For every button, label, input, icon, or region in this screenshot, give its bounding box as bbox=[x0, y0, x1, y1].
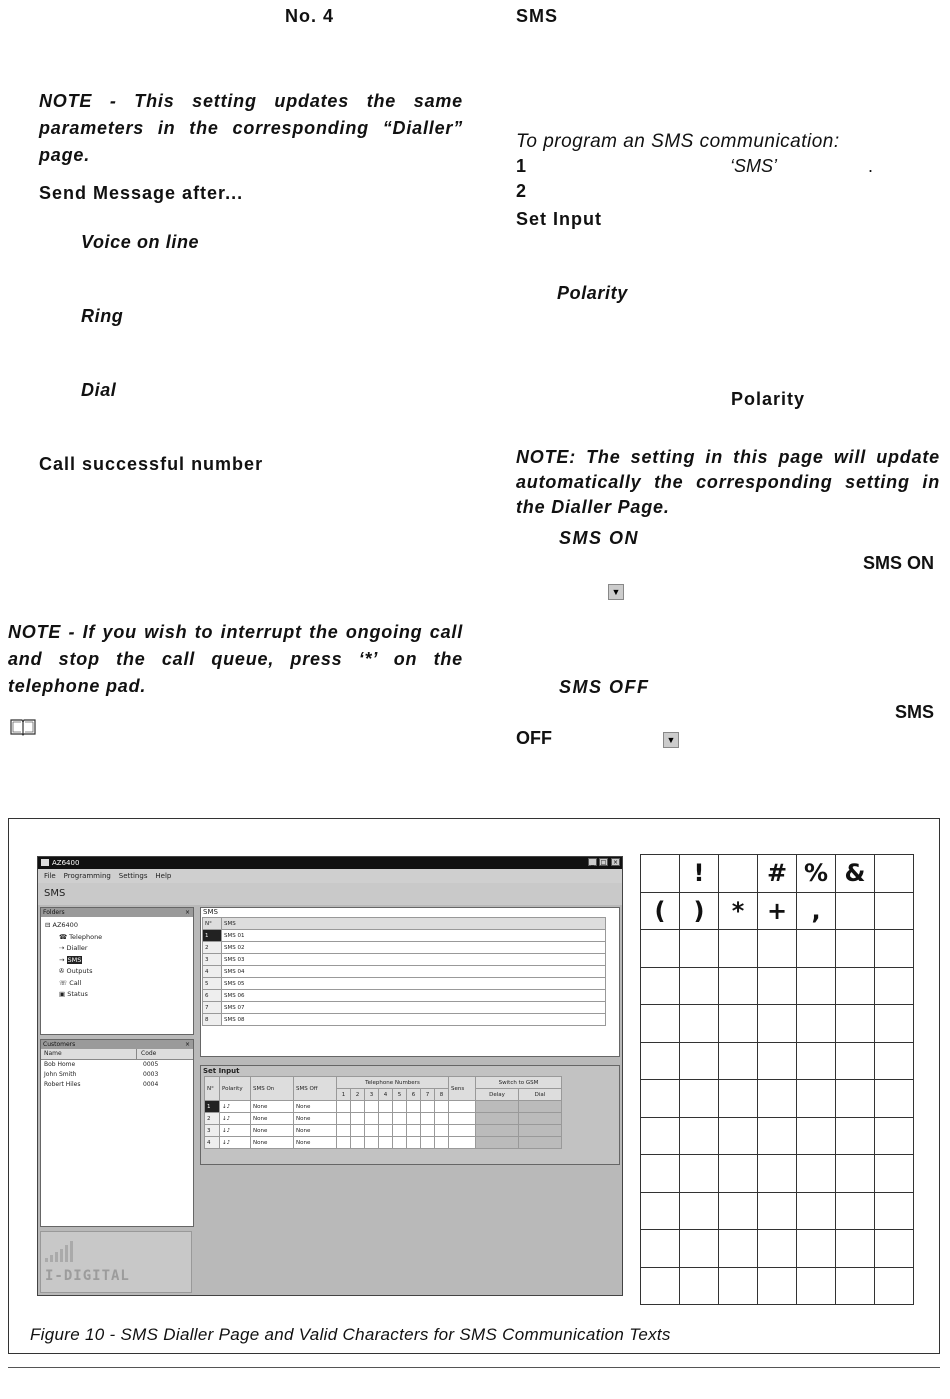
menu-programming[interactable]: Programming bbox=[63, 872, 111, 880]
char-cell bbox=[875, 1155, 914, 1193]
ring-label: Ring bbox=[81, 306, 124, 326]
customer-name: John Smith bbox=[44, 1071, 77, 1078]
char-cell bbox=[719, 1042, 758, 1080]
set-input-header bbox=[205, 1077, 562, 1089]
intro-text: To program an SMS communication: bbox=[516, 131, 840, 152]
sens-cell[interactable] bbox=[449, 1137, 476, 1149]
char-cell bbox=[719, 1192, 758, 1230]
col-name[interactable]: Name bbox=[41, 1049, 137, 1059]
folders-pane bbox=[40, 907, 194, 1035]
char-cell bbox=[680, 1230, 719, 1268]
sms-row-number: 7 bbox=[203, 1002, 222, 1014]
char-cell bbox=[797, 967, 836, 1005]
sms-row-number: 2 bbox=[203, 942, 222, 954]
tree-item-dialler[interactable]: ⇢ Dialler bbox=[59, 944, 88, 952]
menu-settings[interactable]: Settings bbox=[118, 872, 148, 880]
sens-header[interactable]: Sens bbox=[449, 1077, 476, 1101]
char-row bbox=[641, 1117, 914, 1155]
char-cell bbox=[875, 855, 914, 893]
sms-pane bbox=[200, 907, 620, 1057]
dropdown-arrow-icon: ▼ bbox=[663, 732, 679, 748]
tree-item-outputs[interactable]: ✇ Outputs bbox=[59, 967, 93, 975]
dial-label: Dial bbox=[81, 380, 117, 400]
brand-panel bbox=[40, 1231, 192, 1293]
sms-row-label: SMS 01 bbox=[222, 930, 606, 942]
tree-item-call[interactable]: ☏ Call bbox=[59, 978, 82, 987]
module-title: SMS bbox=[44, 888, 66, 899]
sms-row[interactable] bbox=[203, 930, 606, 942]
input-col-header[interactable]: Polarity bbox=[220, 1077, 251, 1101]
char-cell bbox=[680, 1117, 719, 1155]
sms-row-label: SMS 06 bbox=[222, 990, 606, 1002]
char-cell bbox=[758, 1042, 797, 1080]
sms-on-cell[interactable]: None bbox=[251, 1101, 294, 1113]
tel-number-check[interactable] bbox=[435, 1125, 449, 1137]
char-cell bbox=[758, 1155, 797, 1193]
char-cell bbox=[875, 1080, 914, 1118]
tel-number-check[interactable] bbox=[379, 1113, 393, 1125]
menu-help[interactable]: Help bbox=[155, 872, 172, 880]
sms-off-ref-b: OFF bbox=[516, 728, 552, 748]
note-dialler-page: NOTE: The setting in this page will update automatically the corresponding setting in the Dialler Page. bbox=[516, 447, 940, 517]
gsm-dial-cell[interactable] bbox=[519, 1125, 562, 1137]
sms-row-number: 6 bbox=[203, 990, 222, 1002]
note-dialler-update: NOTE - This setting updates the same parameters in the corresponding “Dialler” page. bbox=[39, 91, 463, 165]
sms-pane-title: SMS bbox=[203, 908, 218, 916]
tel-number-check[interactable] bbox=[365, 1101, 379, 1113]
bottom-rule bbox=[8, 1367, 940, 1368]
sms-off-cell[interactable]: None bbox=[294, 1125, 337, 1137]
tel-number-check[interactable] bbox=[421, 1137, 435, 1149]
char-cell: , bbox=[797, 892, 836, 930]
char-cell bbox=[680, 1005, 719, 1043]
char-cell bbox=[641, 1042, 680, 1080]
polarity-ref: Polarity bbox=[731, 389, 806, 409]
char-cell: # bbox=[758, 855, 797, 893]
voice-on-line-label: Voice on line bbox=[81, 232, 200, 252]
char-cell bbox=[680, 967, 719, 1005]
sms-row[interactable] bbox=[203, 1002, 606, 1014]
polarity-label: Polarity bbox=[557, 283, 628, 303]
char-cell bbox=[797, 1155, 836, 1193]
char-cell bbox=[641, 1080, 680, 1118]
char-cell bbox=[641, 930, 680, 968]
char-cell bbox=[836, 1117, 875, 1155]
input-col-header[interactable]: N° bbox=[205, 1077, 220, 1101]
customer-name: Bob Home bbox=[44, 1061, 76, 1068]
input-row-number: 1 bbox=[205, 1101, 220, 1113]
set-input-table bbox=[204, 1076, 562, 1149]
sms-off-label: SMS OFF bbox=[559, 677, 650, 697]
input-row[interactable] bbox=[205, 1113, 562, 1125]
char-cell bbox=[797, 1042, 836, 1080]
sens-cell[interactable] bbox=[449, 1125, 476, 1137]
char-cell bbox=[797, 1117, 836, 1155]
input-col-header[interactable]: SMS On bbox=[251, 1077, 294, 1101]
char-row bbox=[641, 1230, 914, 1268]
tel-number-check[interactable] bbox=[407, 1113, 421, 1125]
input-row[interactable] bbox=[205, 1125, 562, 1137]
char-cell bbox=[641, 1117, 680, 1155]
sms-row-number: 8 bbox=[203, 1014, 222, 1026]
col-number[interactable]: N° bbox=[203, 918, 222, 930]
page-header-right: SMS bbox=[516, 6, 559, 26]
tel-number-check[interactable] bbox=[379, 1101, 393, 1113]
char-cell bbox=[758, 1117, 797, 1155]
char-cell: * bbox=[719, 892, 758, 930]
figure-caption: Figure 10 - SMS Dialler Page and Valid Characters for SMS Communication Texts bbox=[30, 1325, 671, 1344]
tel-number-check[interactable] bbox=[337, 1125, 351, 1137]
char-cell bbox=[641, 855, 680, 893]
sms-row-label: SMS 08 bbox=[222, 1014, 606, 1026]
tel-number-check[interactable] bbox=[435, 1137, 449, 1149]
tel-number-col[interactable]: 8 bbox=[435, 1089, 449, 1101]
char-cell bbox=[836, 1192, 875, 1230]
char-row bbox=[641, 967, 914, 1005]
sms-row[interactable] bbox=[203, 966, 606, 978]
tree-item-sms[interactable]: → SMS bbox=[59, 955, 82, 964]
tree-item-status[interactable]: ▣ Status bbox=[59, 990, 88, 998]
customer-list bbox=[41, 1060, 193, 1090]
tel-number-check[interactable] bbox=[365, 1113, 379, 1125]
tel-number-check[interactable] bbox=[379, 1125, 393, 1137]
char-cell bbox=[641, 1155, 680, 1193]
customer-row[interactable] bbox=[41, 1070, 193, 1080]
gsm-delay-cell[interactable] bbox=[476, 1137, 519, 1149]
char-cell bbox=[797, 1267, 836, 1305]
dropdown-arrow-icon: ▼ bbox=[608, 584, 624, 600]
tree-item-telephone[interactable]: ☎ Telephone bbox=[59, 932, 103, 941]
char-row bbox=[641, 1267, 914, 1305]
char-row bbox=[641, 1080, 914, 1118]
char-cell bbox=[836, 1042, 875, 1080]
sms-row[interactable] bbox=[203, 978, 606, 990]
char-cell bbox=[797, 1192, 836, 1230]
char-row bbox=[641, 1042, 914, 1080]
step-1-period: . bbox=[868, 156, 874, 176]
customer-code: 0005 bbox=[143, 1061, 159, 1068]
tel-number-check[interactable] bbox=[435, 1101, 449, 1113]
char-cell: + bbox=[758, 892, 797, 930]
tel-number-check[interactable] bbox=[393, 1137, 407, 1149]
char-cell bbox=[875, 1005, 914, 1043]
char-cell bbox=[836, 967, 875, 1005]
customers-column-header bbox=[41, 1049, 193, 1060]
gsm-dial-cell[interactable] bbox=[519, 1113, 562, 1125]
minimize-button[interactable]: _ bbox=[588, 858, 597, 866]
char-cell bbox=[719, 1117, 758, 1155]
sms-row-label: SMS 02 bbox=[222, 942, 606, 954]
char-row bbox=[641, 1005, 914, 1043]
char-cell bbox=[758, 967, 797, 1005]
step-2-number: 2 bbox=[516, 181, 527, 201]
tel-number-col[interactable]: 4 bbox=[379, 1089, 393, 1101]
customer-code: 0004 bbox=[143, 1081, 159, 1088]
sms-on-cell[interactable]: None bbox=[251, 1137, 294, 1149]
sms-off-cell[interactable]: None bbox=[294, 1101, 337, 1113]
sms-on-ref: SMS ON bbox=[863, 553, 935, 573]
char-cell bbox=[836, 1005, 875, 1043]
char-cell bbox=[758, 930, 797, 968]
tree-root[interactable]: ⊟ AZ6400 bbox=[45, 921, 78, 929]
send-message-after-label: Send Message after... bbox=[39, 183, 244, 203]
input-row[interactable] bbox=[205, 1101, 562, 1113]
customers-title: Customers bbox=[43, 1041, 76, 1048]
sms-row-label: SMS 05 bbox=[222, 978, 606, 990]
char-row bbox=[641, 855, 914, 893]
folders-title: Folders bbox=[43, 909, 65, 916]
close-icon[interactable]: × bbox=[184, 1041, 190, 1048]
input-row-number: 4 bbox=[205, 1137, 220, 1149]
char-cell bbox=[719, 1005, 758, 1043]
sms-off-cell[interactable]: None bbox=[294, 1113, 337, 1125]
tel-number-check[interactable] bbox=[379, 1137, 393, 1149]
tel-number-check[interactable] bbox=[407, 1125, 421, 1137]
customer-row[interactable] bbox=[41, 1080, 193, 1090]
customer-row[interactable] bbox=[41, 1060, 193, 1070]
polarity-icon[interactable]: ↓♪ bbox=[220, 1113, 251, 1125]
tel-number-check[interactable] bbox=[393, 1125, 407, 1137]
window-title: AZ6400 bbox=[52, 859, 80, 867]
tel-number-check[interactable] bbox=[393, 1113, 407, 1125]
char-cell bbox=[680, 1192, 719, 1230]
tel-number-check[interactable] bbox=[351, 1101, 365, 1113]
char-cell bbox=[719, 1230, 758, 1268]
char-cell bbox=[758, 1267, 797, 1305]
tel-number-check[interactable] bbox=[435, 1113, 449, 1125]
polarity-icon[interactable]: ↓♪ bbox=[220, 1137, 251, 1149]
polarity-icon[interactable]: ↓♪ bbox=[220, 1101, 251, 1113]
input-row[interactable] bbox=[205, 1137, 562, 1149]
tel-numbers-header: Telephone Numbers bbox=[337, 1077, 449, 1089]
sms-row-number: 4 bbox=[203, 966, 222, 978]
tel-number-check[interactable] bbox=[421, 1125, 435, 1137]
char-cell bbox=[875, 1042, 914, 1080]
tel-number-check[interactable] bbox=[337, 1113, 351, 1125]
tel-number-check[interactable] bbox=[421, 1113, 435, 1125]
gsm-header: Switch to GSM bbox=[476, 1077, 562, 1089]
col-code[interactable]: Code bbox=[141, 1050, 157, 1057]
char-cell bbox=[758, 1005, 797, 1043]
char-cell bbox=[641, 1230, 680, 1268]
char-cell: & bbox=[836, 855, 875, 893]
menu-bar bbox=[38, 869, 622, 883]
sms-row[interactable] bbox=[203, 1014, 606, 1026]
book-icon bbox=[10, 718, 36, 741]
char-cell bbox=[875, 930, 914, 968]
char-cell bbox=[719, 1080, 758, 1118]
menu-file[interactable]: File bbox=[44, 872, 56, 880]
char-cell bbox=[836, 1267, 875, 1305]
folders-header bbox=[41, 908, 193, 917]
tel-number-check[interactable] bbox=[351, 1137, 365, 1149]
app-icon bbox=[41, 859, 49, 866]
char-cell bbox=[797, 1230, 836, 1268]
char-cell bbox=[875, 967, 914, 1005]
tel-number-check[interactable] bbox=[351, 1125, 365, 1137]
input-row-number: 3 bbox=[205, 1125, 220, 1137]
char-cell bbox=[719, 1155, 758, 1193]
sens-cell[interactable] bbox=[449, 1101, 476, 1113]
sms-off-cell[interactable]: None bbox=[294, 1137, 337, 1149]
sms-row-label: SMS 04 bbox=[222, 966, 606, 978]
char-row bbox=[641, 892, 914, 930]
gsm-delay-cell[interactable] bbox=[476, 1125, 519, 1137]
sms-row-number: 3 bbox=[203, 954, 222, 966]
sms-row-label: SMS 03 bbox=[222, 954, 606, 966]
polarity-icon[interactable]: ↓♪ bbox=[220, 1125, 251, 1137]
char-cell bbox=[758, 1080, 797, 1118]
step-1-sms: ‘SMS’ bbox=[730, 156, 778, 176]
char-cell bbox=[836, 930, 875, 968]
char-row bbox=[641, 930, 914, 968]
char-cell bbox=[680, 930, 719, 968]
tel-number-check[interactable] bbox=[365, 1125, 379, 1137]
maximize-button[interactable]: □ bbox=[600, 859, 607, 866]
char-row bbox=[641, 1192, 914, 1230]
brand-logo: I-DIGITAL bbox=[45, 1268, 130, 1284]
input-row-number: 2 bbox=[205, 1113, 220, 1125]
char-cell bbox=[797, 930, 836, 968]
char-cell bbox=[758, 1230, 797, 1268]
char-cell bbox=[641, 1005, 680, 1043]
tel-number-col[interactable]: 1 bbox=[337, 1089, 351, 1101]
char-cell bbox=[797, 1080, 836, 1118]
char-cell bbox=[719, 855, 758, 893]
sms-row[interactable] bbox=[203, 954, 606, 966]
gsm-dial-cell[interactable] bbox=[519, 1137, 562, 1149]
set-input-title: Set Input bbox=[203, 1067, 240, 1075]
set-input-pane bbox=[200, 1065, 620, 1165]
tel-number-col[interactable]: 2 bbox=[351, 1089, 365, 1101]
sms-on-cell[interactable]: None bbox=[251, 1125, 294, 1137]
char-cell bbox=[875, 1117, 914, 1155]
char-cell bbox=[641, 1267, 680, 1305]
char-cell bbox=[836, 1080, 875, 1118]
close-button[interactable]: × bbox=[612, 859, 619, 866]
tel-number-check[interactable] bbox=[351, 1113, 365, 1125]
customers-header bbox=[41, 1040, 193, 1049]
char-cell bbox=[641, 1192, 680, 1230]
char-cell bbox=[719, 930, 758, 968]
gsm-col[interactable]: Delay bbox=[476, 1089, 519, 1101]
char-cell: % bbox=[797, 855, 836, 893]
tel-number-check[interactable] bbox=[421, 1101, 435, 1113]
char-cell: ) bbox=[680, 892, 719, 930]
char-cell bbox=[836, 1155, 875, 1193]
sms-table bbox=[202, 917, 606, 1026]
sms-on-label: SMS ON bbox=[559, 528, 640, 548]
folder-tree bbox=[41, 917, 193, 1001]
signal-icon bbox=[45, 1240, 79, 1264]
sens-cell[interactable] bbox=[449, 1113, 476, 1125]
tel-number-check[interactable] bbox=[407, 1101, 421, 1113]
sms-off-ref-a: SMS bbox=[895, 702, 935, 722]
set-input-label: Set Input bbox=[516, 209, 602, 229]
tel-number-check[interactable] bbox=[393, 1101, 407, 1113]
step-1-number: 1 bbox=[516, 156, 527, 176]
call-successful-label: Call successful number bbox=[39, 454, 264, 474]
sms-row-number: 5 bbox=[203, 978, 222, 990]
char-row bbox=[641, 1155, 914, 1193]
customer-name: Robert Hiles bbox=[44, 1081, 81, 1088]
char-cell: ! bbox=[680, 855, 719, 893]
gsm-delay-cell[interactable] bbox=[476, 1101, 519, 1113]
sms-row-number: 1 bbox=[203, 930, 222, 942]
char-cell bbox=[797, 1005, 836, 1043]
tel-number-check[interactable] bbox=[407, 1137, 421, 1149]
char-cell bbox=[875, 1192, 914, 1230]
module-header bbox=[38, 883, 622, 905]
char-cell bbox=[680, 1155, 719, 1193]
char-cell bbox=[680, 1267, 719, 1305]
char-cell bbox=[875, 892, 914, 930]
input-col-header[interactable]: SMS Off bbox=[294, 1077, 337, 1101]
char-cell bbox=[875, 1267, 914, 1305]
gsm-col[interactable]: Dial bbox=[519, 1089, 562, 1101]
char-cell bbox=[680, 1080, 719, 1118]
tel-number-check[interactable] bbox=[337, 1101, 351, 1113]
sms-on-cell[interactable]: None bbox=[251, 1113, 294, 1125]
tel-number-col[interactable]: 7 bbox=[421, 1089, 435, 1101]
page-header-left: No. 4 bbox=[285, 6, 335, 26]
app-window bbox=[37, 856, 623, 1296]
tel-number-col[interactable]: 6 bbox=[407, 1089, 421, 1101]
char-cell bbox=[641, 967, 680, 1005]
char-cell bbox=[875, 1230, 914, 1268]
char-cell bbox=[836, 1230, 875, 1268]
tel-number-col[interactable]: 3 bbox=[365, 1089, 379, 1101]
sms-table-header bbox=[203, 918, 606, 930]
tel-number-col[interactable]: 5 bbox=[393, 1089, 407, 1101]
customers-pane bbox=[40, 1039, 194, 1227]
tel-number-check[interactable] bbox=[337, 1137, 351, 1149]
customer-code: 0003 bbox=[143, 1071, 159, 1078]
sms-row[interactable] bbox=[203, 990, 606, 1002]
col-sms[interactable]: SMS bbox=[222, 918, 606, 930]
sms-row-label: SMS 07 bbox=[222, 1002, 606, 1014]
char-cell: ( bbox=[641, 892, 680, 930]
char-cell bbox=[836, 892, 875, 930]
gsm-delay-cell[interactable] bbox=[476, 1113, 519, 1125]
note-interrupt-call: NOTE - If you wish to interrupt the ongoing call and stop the call queue, press ‘*’ on the telephone pad. bbox=[8, 622, 463, 696]
sms-row[interactable] bbox=[203, 942, 606, 954]
char-cell bbox=[719, 1267, 758, 1305]
char-cell bbox=[719, 967, 758, 1005]
close-icon[interactable]: × bbox=[184, 909, 190, 916]
valid-characters-table bbox=[640, 854, 914, 1305]
gsm-dial-cell[interactable] bbox=[519, 1101, 562, 1113]
tel-number-check[interactable] bbox=[365, 1137, 379, 1149]
char-cell bbox=[680, 1042, 719, 1080]
title-bar bbox=[38, 857, 622, 869]
char-cell bbox=[758, 1192, 797, 1230]
